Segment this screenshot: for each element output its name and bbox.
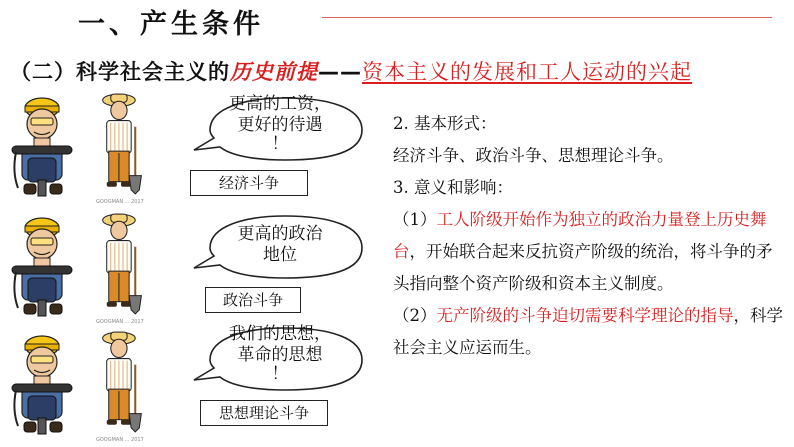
shovel-worker-icon (94, 90, 150, 198)
label-economic-struggle: 经济斗争 (190, 170, 308, 196)
bubble-line: ！ (271, 364, 289, 384)
speech-bubble-political (190, 212, 370, 280)
speech-bubble-ideological (190, 322, 370, 394)
subtitle-highlight: 历史前提 (230, 60, 318, 84)
jackhammer-worker-icon (4, 212, 84, 320)
shovel-worker-icon (94, 328, 150, 436)
bubble-line: 我们的思想， (229, 324, 331, 344)
subtitle-dash: —— (318, 60, 362, 84)
bubble-line: 更高的工资， (229, 94, 331, 114)
point-number: （1） (393, 210, 437, 229)
subtitle-topic: 资本主义的发展和工人运动的兴起 (362, 60, 692, 84)
bubble-line: 更好的待遇 (237, 115, 323, 135)
point-body: ，开始联合起来反抗资产阶级的统治，将斗争的矛头指向整个资产阶级和资本主义制度。 (393, 242, 773, 293)
point-highlight: 工人阶级开始作为独立的政治力量登上历史舞台 (393, 210, 767, 261)
section-subtitle (10, 56, 692, 86)
point-highlight: 无产阶级的斗争迫切需要科学理论的指导 (436, 306, 734, 325)
point-number: （2） (393, 306, 437, 325)
bubble-line: 革命的思想 (237, 345, 323, 365)
content-column (393, 108, 785, 364)
image-credit: GOOGMAN ... 2017 (96, 437, 144, 443)
label-political-struggle: 政治斗争 (205, 287, 301, 313)
shovel-worker-icon (94, 210, 150, 318)
subtitle-prefix: （二）科学社会主义的 (10, 60, 230, 84)
impact-point-1 (393, 204, 785, 300)
impact-heading: 3. 意义和影响： (393, 178, 513, 197)
bubble-line: ！ (271, 134, 289, 154)
speech-bubble-economic (190, 92, 370, 164)
page-title: 一、产生条件 (78, 9, 264, 40)
form-heading: 2. 基本形式： (393, 114, 497, 133)
point-body: ，科学社会主义应运而生。 (393, 306, 783, 357)
image-credit: GOOGMAN ... 2017 (96, 199, 144, 205)
title-divider (322, 17, 772, 18)
bubble-line: 地位 (263, 245, 297, 265)
impact-point-2 (393, 300, 785, 364)
jackhammer-worker-icon (4, 92, 84, 200)
jackhammer-worker-icon (4, 330, 84, 438)
label-ideological-struggle: 思想理论斗争 (200, 400, 328, 426)
image-credit: GOOGMAN ... 2017 (96, 319, 144, 325)
bubble-line: 更高的政治 (237, 224, 323, 244)
form-text: 经济斗争、政治斗争、思想理论斗争。 (393, 146, 674, 165)
